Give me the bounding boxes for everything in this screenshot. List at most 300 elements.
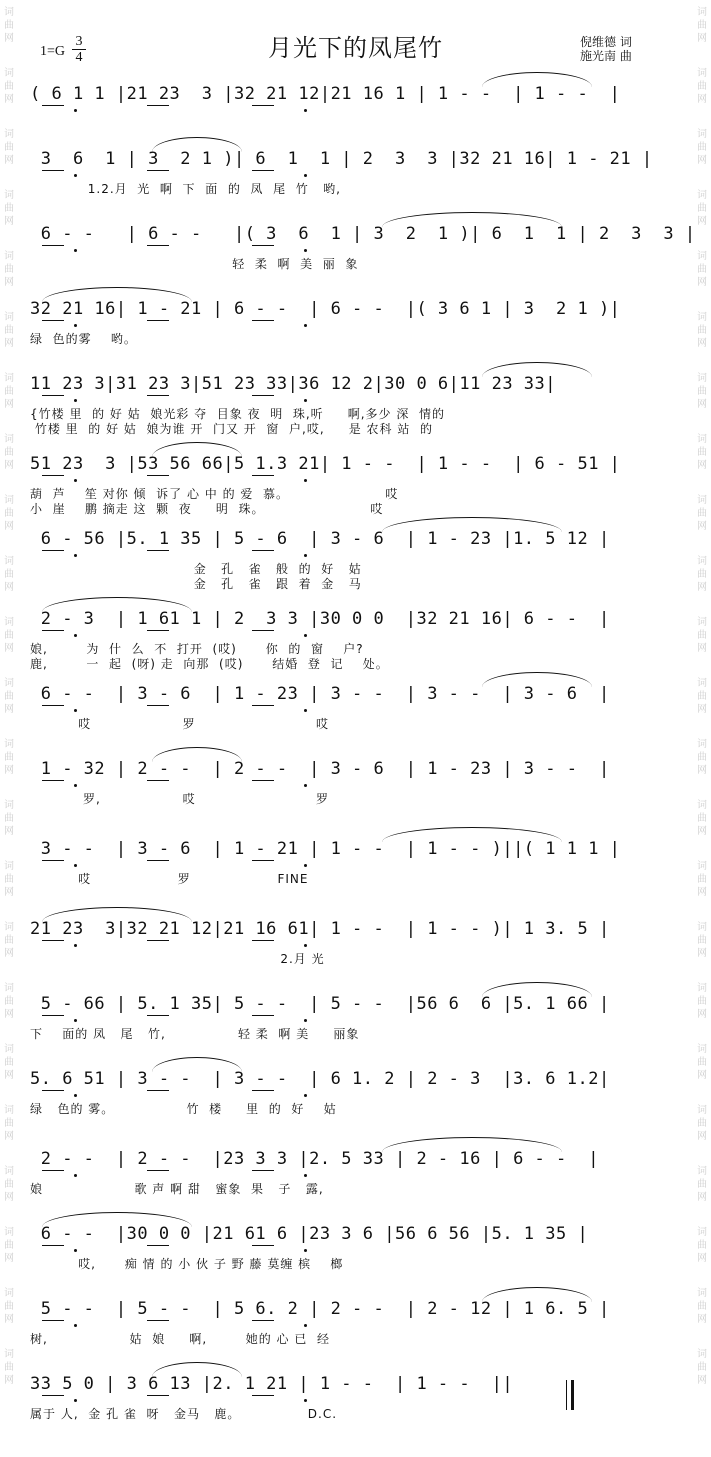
octave-dot	[304, 784, 307, 787]
beam-underline	[147, 475, 169, 476]
watermark-char: 网	[4, 582, 14, 593]
octave-dot	[74, 249, 77, 252]
watermark-char: 词	[697, 861, 707, 872]
slur-arc	[42, 1212, 192, 1227]
octave-dot	[74, 1249, 77, 1252]
watermark-char: 网	[697, 704, 707, 715]
watermark-char: 网	[697, 643, 707, 654]
watermark-char: 词	[4, 739, 14, 750]
beam-underline	[252, 1395, 274, 1396]
beam-underline	[252, 245, 274, 246]
notation-line: 5. 6 51 | 3 - - | 3 - - | 6 1. 2 | 2 - 3 |3. 6 1.2|	[30, 1069, 610, 1089]
octave-dot	[74, 1019, 77, 1022]
key-signature: 1=G	[40, 44, 66, 59]
beam-underline	[147, 170, 169, 171]
watermark-char: 词	[697, 617, 707, 628]
lyric-line-1: 绿 色的 雾。 竹 楼 里 的 好 姑	[30, 1102, 337, 1116]
watermark-char: 网	[4, 948, 14, 959]
watermark-char: 网	[697, 521, 707, 532]
watermark-char: 曲	[697, 508, 707, 519]
watermark-char: 曲	[4, 569, 14, 580]
watermark-char: 曲	[4, 1057, 14, 1068]
octave-dot	[304, 634, 307, 637]
beam-underline	[147, 940, 169, 941]
slur-arc	[382, 827, 562, 842]
beam-underline	[42, 1015, 64, 1016]
watermark-char: 网	[4, 399, 14, 410]
watermark-char: 词	[4, 190, 14, 201]
beam-underline	[252, 320, 274, 321]
watermark-char: 网	[697, 460, 707, 471]
score-system	[22, 515, 692, 591]
watermark-char: 曲	[4, 142, 14, 153]
beam-underline	[252, 630, 274, 631]
beam-underline	[147, 1395, 169, 1396]
slur-arc	[42, 597, 192, 612]
watermark-char: 网	[4, 338, 14, 349]
watermark-char: 曲	[697, 691, 707, 702]
beam-underline	[42, 1245, 64, 1246]
watermark-char: 词	[4, 129, 14, 140]
octave-dot	[74, 1174, 77, 1177]
watermark-char: 网	[697, 1009, 707, 1020]
watermark-char: 网	[697, 155, 707, 166]
watermark-char: 词	[4, 495, 14, 506]
watermark-char: 词	[4, 800, 14, 811]
octave-dot	[304, 109, 307, 112]
beam-underline	[252, 1320, 274, 1321]
watermark-right	[693, 0, 711, 1457]
watermark-char: 词	[697, 739, 707, 750]
watermark-char: 词	[4, 617, 14, 628]
watermark-char: 网	[697, 1131, 707, 1142]
song-title: 月光下的凤尾竹	[268, 34, 443, 62]
beam-underline	[147, 1245, 169, 1246]
notation-line: 2 - - | 2 - - |23 3 3 |2. 5 33 | 2 - 16 | 6 - - |	[30, 1149, 599, 1169]
score-system	[22, 1285, 692, 1361]
lyric-line-1: 娘 歌 声 啊 甜 蜜象 果 子 露,	[30, 1182, 324, 1196]
watermark-char: 网	[697, 216, 707, 227]
beam-underline	[147, 1090, 169, 1091]
watermark-char: 词	[697, 129, 707, 140]
watermark-char: 词	[4, 678, 14, 689]
watermark-char: 网	[697, 277, 707, 288]
watermark-char: 网	[4, 277, 14, 288]
watermark-char: 曲	[697, 813, 707, 824]
watermark-char: 网	[4, 1314, 14, 1325]
lyric-line-1: 树, 姑 娘 啊, 她的 心 已 经	[30, 1332, 330, 1346]
octave-dot	[74, 554, 77, 557]
watermark-char: 网	[697, 94, 707, 105]
watermark-char: 词	[697, 373, 707, 384]
watermark-char: 网	[4, 94, 14, 105]
time-bottom: 4	[72, 49, 86, 65]
slur-arc	[152, 137, 242, 152]
beam-underline	[252, 1170, 274, 1171]
beam-underline	[252, 170, 274, 171]
watermark-char: 曲	[4, 996, 14, 1007]
notation-line: 1 - 32 | 2 - - | 2 - - | 3 - 6 | 1 - 23 | 3 - - |	[30, 759, 610, 779]
watermark-char: 网	[4, 765, 14, 776]
watermark-char: 网	[697, 1314, 707, 1325]
watermark-char: 词	[4, 434, 14, 445]
watermark-char: 网	[697, 1070, 707, 1081]
notation-line: 32 21 16| 1 - 21 | 6 - - | 6 - - |( 3 6 1 | 3 2 1 )|	[30, 299, 621, 319]
score-system	[22, 440, 692, 516]
notation-line: 6 - - |30 0 0 |21 61 6 |23 3 6 |56 6 56 |5. 1 35 |	[30, 1224, 589, 1244]
octave-dot	[74, 109, 77, 112]
watermark-char: 词	[697, 983, 707, 994]
watermark-char: 词	[697, 1044, 707, 1055]
beam-underline	[42, 320, 64, 321]
watermark-char: 网	[697, 582, 707, 593]
beam-underline	[42, 860, 64, 861]
beam-underline	[147, 105, 169, 106]
lyric-line-1: 娘, 为 什 么 不 打开 (哎) 你 的 窗 户?	[30, 642, 364, 656]
beam-underline	[42, 170, 64, 171]
slur-arc	[382, 212, 562, 227]
watermark-char: 词	[4, 922, 14, 933]
watermark-char: 词	[697, 434, 707, 445]
score-system	[22, 285, 692, 361]
score-system	[22, 1135, 692, 1211]
octave-dot	[304, 709, 307, 712]
watermark-char: 词	[4, 68, 14, 79]
watermark-char: 曲	[697, 1057, 707, 1068]
watermark-char: 词	[697, 68, 707, 79]
watermark-char: 曲	[697, 81, 707, 92]
beam-underline	[147, 630, 169, 631]
beam-underline	[42, 780, 64, 781]
watermark-char: 词	[4, 1044, 14, 1055]
lyric-line-2: 金 孔 雀 跟 着 金 马	[30, 577, 362, 591]
octave-dot	[304, 399, 307, 402]
watermark-char: 曲	[4, 386, 14, 397]
watermark-char: 词	[697, 495, 707, 506]
beam-underline	[252, 105, 274, 106]
beam-underline	[252, 550, 274, 551]
score-system	[22, 360, 692, 436]
lyric-line-1: 绿 色的雾 哟。	[30, 332, 137, 346]
beam-underline	[42, 475, 64, 476]
watermark-char: 曲	[697, 325, 707, 336]
beam-underline	[147, 550, 169, 551]
slur-arc	[152, 1057, 242, 1072]
slur-arc	[482, 672, 592, 687]
slur-arc	[482, 72, 592, 87]
watermark-char: 网	[4, 704, 14, 715]
octave-dot	[304, 249, 307, 252]
lyric-line-1: 哎, 痴 情 的 小 伙 子 野 藤 莫缠 槟 榔	[30, 1257, 344, 1271]
watermark-char: 曲	[697, 1240, 707, 1251]
octave-dot	[74, 399, 77, 402]
octave-dot	[304, 1249, 307, 1252]
octave-dot	[304, 554, 307, 557]
beam-underline	[147, 1320, 169, 1321]
watermark-char: 词	[4, 7, 14, 18]
score-system	[22, 745, 692, 821]
beam-underline	[252, 1090, 274, 1091]
octave-dot	[304, 174, 307, 177]
lyric-line-2: 鹿, 一 起 (呀) 走 向那 (哎) 结婚 登 记 处。	[30, 657, 389, 671]
lyric-line-2: 竹楼 里 的 好 姑 娘为谁 开 门又 开 窗 户,哎, 是 农科 站 的	[30, 422, 433, 436]
beam-underline	[147, 860, 169, 861]
watermark-char: 曲	[697, 203, 707, 214]
watermark-char: 词	[4, 1349, 14, 1360]
octave-dot	[74, 634, 77, 637]
lyric-line-1: {竹楼 里 的 好 姑 娘光彩 夺 目象 夜 明 珠,听 啊,多少 深 情的	[30, 407, 445, 421]
beam-underline	[252, 395, 274, 396]
octave-dot	[304, 1174, 307, 1177]
beam-underline	[42, 245, 64, 246]
beam-underline	[42, 550, 64, 551]
beam-underline	[252, 1245, 274, 1246]
octave-dot	[304, 1094, 307, 1097]
watermark-char: 曲	[697, 447, 707, 458]
score-system	[22, 1055, 692, 1131]
notation-line: 5 - - | 5 - - | 5 6. 2 | 2 - - | 2 - 12 | 1 6. 5 |	[30, 1299, 610, 1319]
lyric-line-1: 属于 人, 金 孔 雀 呀 金马 鹿。 D.C.	[30, 1407, 338, 1421]
notation-line: 3 6 1 | 3 2 1 )| 6 1 1 | 2 3 3 |32 21 16| 1 - 21 |	[30, 149, 653, 169]
slur-arc	[482, 362, 592, 377]
score-system	[22, 210, 696, 286]
octave-dot	[304, 864, 307, 867]
score-system	[22, 905, 692, 981]
watermark-char: 网	[697, 33, 707, 44]
notation-line: 33 5 0 | 3 6 13 |2. 1 21 | 1 - - | 1 - - ||	[30, 1374, 514, 1394]
slur-arc	[482, 982, 592, 997]
watermark-char: 曲	[4, 630, 14, 641]
final-barline	[566, 1380, 574, 1410]
octave-dot	[304, 944, 307, 947]
watermark-char: 词	[697, 678, 707, 689]
beam-underline	[42, 630, 64, 631]
watermark-char: 词	[697, 800, 707, 811]
watermark-char: 曲	[4, 752, 14, 763]
watermark-char: 曲	[697, 569, 707, 580]
watermark-char: 网	[4, 155, 14, 166]
slur-arc	[382, 517, 562, 532]
watermark-char: 词	[4, 1288, 14, 1299]
watermark-char: 网	[4, 521, 14, 532]
slur-arc	[42, 907, 192, 922]
watermark-char: 词	[697, 312, 707, 323]
lyric-line-2: 小 崖 鹏 摘走 这 颗 夜 明 珠。 哎	[30, 502, 384, 516]
octave-dot	[74, 864, 77, 867]
watermark-char: 曲	[697, 874, 707, 885]
watermark-char: 曲	[4, 20, 14, 31]
watermark-char: 网	[4, 826, 14, 837]
score-system	[22, 1210, 692, 1286]
octave-dot	[74, 784, 77, 787]
watermark-char: 词	[4, 373, 14, 384]
watermark-char: 曲	[4, 935, 14, 946]
watermark-char: 网	[697, 887, 707, 898]
watermark-char: 词	[4, 312, 14, 323]
lyric-line-1: 下 面的 凤 尾 竹, 轻 柔 啊 美 丽象	[30, 1027, 360, 1041]
watermark-char: 曲	[4, 203, 14, 214]
lyric-line-1: 1.2.月 光 啊 下 面 的 凤 尾 竹 哟,	[30, 182, 341, 196]
score-system	[22, 595, 692, 671]
watermark-char: 曲	[697, 1118, 707, 1129]
beam-underline	[252, 860, 274, 861]
score-system	[22, 670, 692, 746]
score-system	[22, 135, 692, 211]
octave-dot	[74, 324, 77, 327]
watermark-char: 曲	[4, 813, 14, 824]
lyric-line-1: 金 孔 雀 般 的 好 姑	[30, 562, 362, 576]
watermark-char: 曲	[697, 1179, 707, 1190]
score-system	[22, 825, 692, 901]
notation-line: 6 - - | 3 - 6 | 1 - 23 | 3 - - | 3 - - | 3 - 6 |	[30, 684, 610, 704]
watermark-char: 网	[4, 33, 14, 44]
beam-underline	[147, 320, 169, 321]
octave-dot	[74, 174, 77, 177]
lyric-line-1: 哎 罗 哎	[30, 717, 329, 731]
watermark-char: 曲	[4, 1179, 14, 1190]
watermark-char: 曲	[697, 935, 707, 946]
beam-underline	[147, 395, 169, 396]
composer-credit: 施光南 曲	[580, 49, 632, 63]
watermark-char: 网	[697, 948, 707, 959]
watermark-char: 词	[697, 1105, 707, 1116]
notation-line: ( 6 1 1 |21 23 3 |32 21 12|21 16 1 | 1 - - | 1 - - |	[30, 84, 621, 104]
watermark-char: 曲	[697, 996, 707, 1007]
watermark-char: 网	[4, 1131, 14, 1142]
slur-arc	[152, 1362, 242, 1377]
beam-underline	[42, 705, 64, 706]
watermark-char: 网	[697, 1375, 707, 1386]
watermark-char: 曲	[4, 447, 14, 458]
lyric-line-1: 葫 芦 笙 对你 倾 诉了 心 中 的 爱 慕。 哎	[30, 487, 399, 501]
slur-arc	[482, 1287, 592, 1302]
watermark-char: 曲	[4, 691, 14, 702]
watermark-char: 曲	[697, 752, 707, 763]
beam-underline	[252, 780, 274, 781]
score-system	[22, 1360, 692, 1436]
watermark-char: 词	[4, 861, 14, 872]
watermark-char: 曲	[697, 630, 707, 641]
octave-dot	[74, 1324, 77, 1327]
watermark-char: 曲	[4, 1301, 14, 1312]
beam-underline	[147, 1015, 169, 1016]
watermark-char: 曲	[697, 386, 707, 397]
beam-underline	[42, 940, 64, 941]
watermark-char: 词	[697, 251, 707, 262]
beam-underline	[252, 705, 274, 706]
beam-underline	[42, 1170, 64, 1171]
watermark-char: 网	[697, 338, 707, 349]
watermark-char: 曲	[4, 1118, 14, 1129]
octave-dot	[74, 944, 77, 947]
notation-line: 6 - 56 |5. 1 35 | 5 - 6 | 3 - 6 | 1 - 23 |1. 5 12 |	[30, 529, 610, 549]
beam-underline	[147, 780, 169, 781]
watermark-char: 曲	[4, 325, 14, 336]
octave-dot	[304, 479, 307, 482]
time-top: 3	[75, 34, 83, 49]
watermark-char: 网	[4, 1070, 14, 1081]
lyric-line-1: 罗, 哎 罗	[30, 792, 329, 806]
watermark-char: 词	[4, 251, 14, 262]
lyric-line-1: 2.月 光	[30, 952, 325, 966]
slur-arc	[152, 747, 242, 762]
watermark-char: 词	[697, 1166, 707, 1177]
watermark-char: 网	[4, 1253, 14, 1264]
watermark-char: 词	[697, 7, 707, 18]
lyricist-credit: 倪维德 词	[580, 35, 632, 49]
octave-dot	[304, 1399, 307, 1402]
beam-underline	[42, 1395, 64, 1396]
slur-arc	[42, 287, 192, 302]
beam-underline	[252, 1015, 274, 1016]
watermark-char: 词	[697, 1349, 707, 1360]
watermark-char: 词	[697, 190, 707, 201]
watermark-char: 曲	[4, 508, 14, 519]
watermark-char: 曲	[697, 142, 707, 153]
octave-dot	[304, 324, 307, 327]
watermark-char: 词	[697, 556, 707, 567]
notation-line: 51 23 3 |53 56 66|5 1.3 21| 1 - - | 1 - - | 6 - 51 |	[30, 454, 621, 474]
beam-underline	[42, 1090, 64, 1091]
notation-line: 5 - 66 | 5. 1 35| 5 - - | 5 - - |56 6 6 |5. 1 66 |	[30, 994, 610, 1014]
notation-line: 11 23 3|31 23 3|51 23 33|36 12 2|30 0 6|11 23 33|	[30, 374, 557, 394]
watermark-char: 词	[4, 983, 14, 994]
watermark-char: 网	[4, 1009, 14, 1020]
watermark-left	[0, 0, 18, 1457]
watermark-char: 词	[697, 1288, 707, 1299]
watermark-char: 词	[4, 1227, 14, 1238]
octave-dot	[74, 709, 77, 712]
watermark-char: 网	[4, 887, 14, 898]
beam-underline	[147, 245, 169, 246]
watermark-char: 网	[4, 460, 14, 471]
watermark-char: 网	[4, 216, 14, 227]
beam-underline	[42, 105, 64, 106]
watermark-char: 网	[697, 765, 707, 776]
watermark-char: 词	[4, 1166, 14, 1177]
beam-underline	[147, 705, 169, 706]
watermark-char: 曲	[4, 81, 14, 92]
octave-dot	[74, 1399, 77, 1402]
watermark-char: 网	[697, 399, 707, 410]
watermark-char: 网	[4, 1375, 14, 1386]
slur-arc	[382, 1137, 562, 1152]
notation-line: 2 - 3 | 1 61 1 | 2 3 3 |30 0 0 |32 21 16| 6 - - |	[30, 609, 610, 629]
beam-underline	[42, 1320, 64, 1321]
watermark-char: 网	[697, 1192, 707, 1203]
watermark-char: 词	[697, 922, 707, 933]
watermark-char: 曲	[697, 264, 707, 275]
watermark-char: 曲	[4, 874, 14, 885]
notation-line: 3 - - | 3 - 6 | 1 - 21 | 1 - - | 1 - - )||( 1 1 1 |	[30, 839, 621, 859]
watermark-char: 词	[4, 556, 14, 567]
beam-underline	[42, 395, 64, 396]
octave-dot	[304, 1019, 307, 1022]
watermark-char: 曲	[4, 264, 14, 275]
watermark-char: 曲	[697, 1301, 707, 1312]
watermark-char: 网	[697, 826, 707, 837]
beam-underline	[252, 475, 274, 476]
watermark-char: 词	[4, 1105, 14, 1116]
score-system	[22, 980, 692, 1056]
octave-dot	[304, 1324, 307, 1327]
beam-underline	[147, 1170, 169, 1171]
octave-dot	[74, 479, 77, 482]
notation-line: 6 - - | 6 - - |( 3 6 1 | 3 2 1 )| 6 1 1 | 2 3 3 |	[30, 224, 696, 244]
watermark-char: 网	[4, 1192, 14, 1203]
watermark-char: 曲	[4, 1362, 14, 1373]
watermark-char: 网	[697, 1253, 707, 1264]
